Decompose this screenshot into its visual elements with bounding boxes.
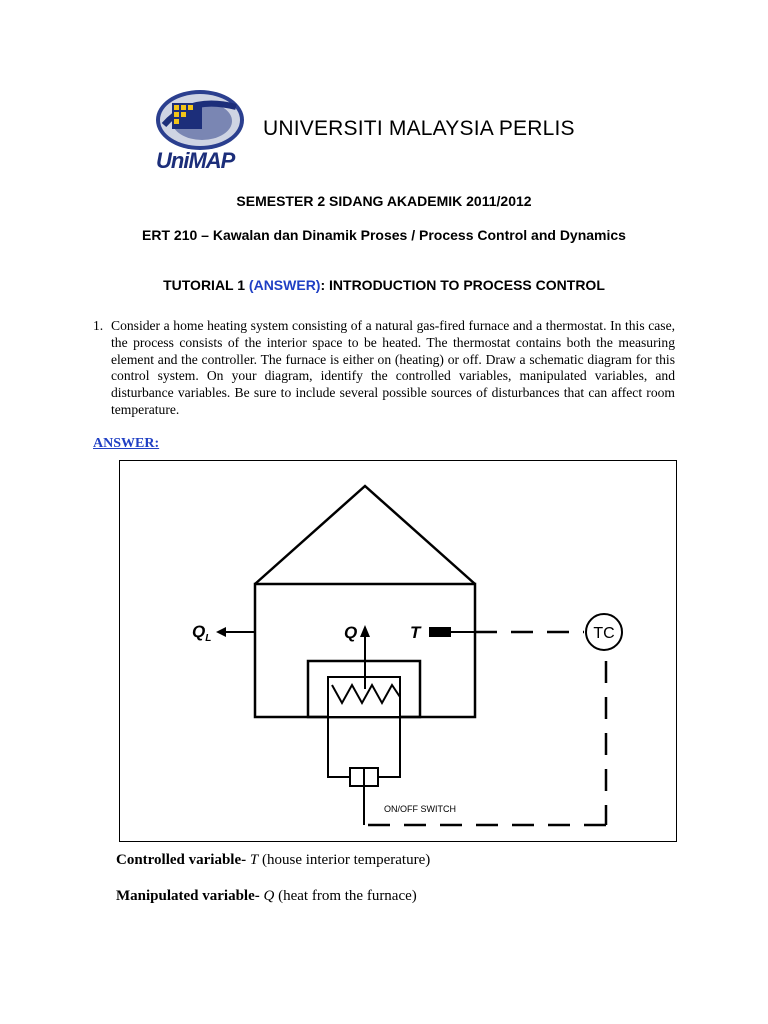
manipulated-variable-symbol: Q [263, 888, 275, 904]
ql-label: $Q_L$ [192, 622, 212, 644]
tutorial-prefix: TUTORIAL 1 [163, 277, 249, 293]
tutorial-answer-tag: (ANSWER) [248, 277, 321, 293]
tc-label: TC [593, 625, 615, 642]
diagram-canvas [120, 461, 676, 841]
semester-heading: SEMESTER 2 SIDANG AKADEMIK 2011/2012 [236, 193, 532, 209]
controlled-variable [116, 852, 430, 869]
manipulated-variable-label: Manipulated variable- [116, 888, 260, 904]
controlled-variable-desc: (house interior temperature) [261, 852, 431, 868]
switch-label: ON/OFF SWITCH [384, 804, 456, 814]
question-text: Consider a home heating system consisting of a natural gas-fired furnace and a thermostat. In this case, the process consists of the interior space to be heated. The thermostat contains both the measuring element and the controller. The furnace is either on (heating) or off. Draw a schematic diagram for this control system. On your diagram, identify the controlled variables, manipulated variables, and disturbance variables. Be sure to include several possible sources of disturbances that can affect room temperature. [111, 318, 675, 417]
heat-loss-arrow-icon [216, 627, 226, 637]
manipulated-variable [116, 888, 417, 905]
logo-emblem-icon [150, 85, 250, 155]
heat-arrow-icon [360, 625, 370, 637]
university-name: UNIVERSITI MALAYSIA PERLIS [263, 117, 575, 140]
controlled-variable-label: Controlled variable- [116, 852, 247, 868]
logo-wordmark: UniMAP [156, 148, 235, 173]
heating-system-diagram [119, 460, 677, 842]
answer-label: ANSWER: [93, 436, 160, 451]
manipulated-variable-desc: (heat from the furnace) [278, 888, 417, 904]
question-1 [93, 318, 675, 419]
q-label: Q [344, 623, 358, 642]
controlled-variable-symbol: T [249, 852, 259, 868]
t-label: T [410, 623, 421, 642]
course-heading: ERT 210 – Kawalan dan Dinamik Proses / Process Control and Dynamics [142, 227, 626, 243]
thermostat-sensor [429, 627, 451, 637]
tutorial-topic: : INTRODUCTION TO PROCESS CONTROL [320, 277, 605, 293]
tutorial-heading [0, 277, 768, 293]
house-roof [255, 486, 475, 584]
question-number: 1. [93, 318, 104, 333]
